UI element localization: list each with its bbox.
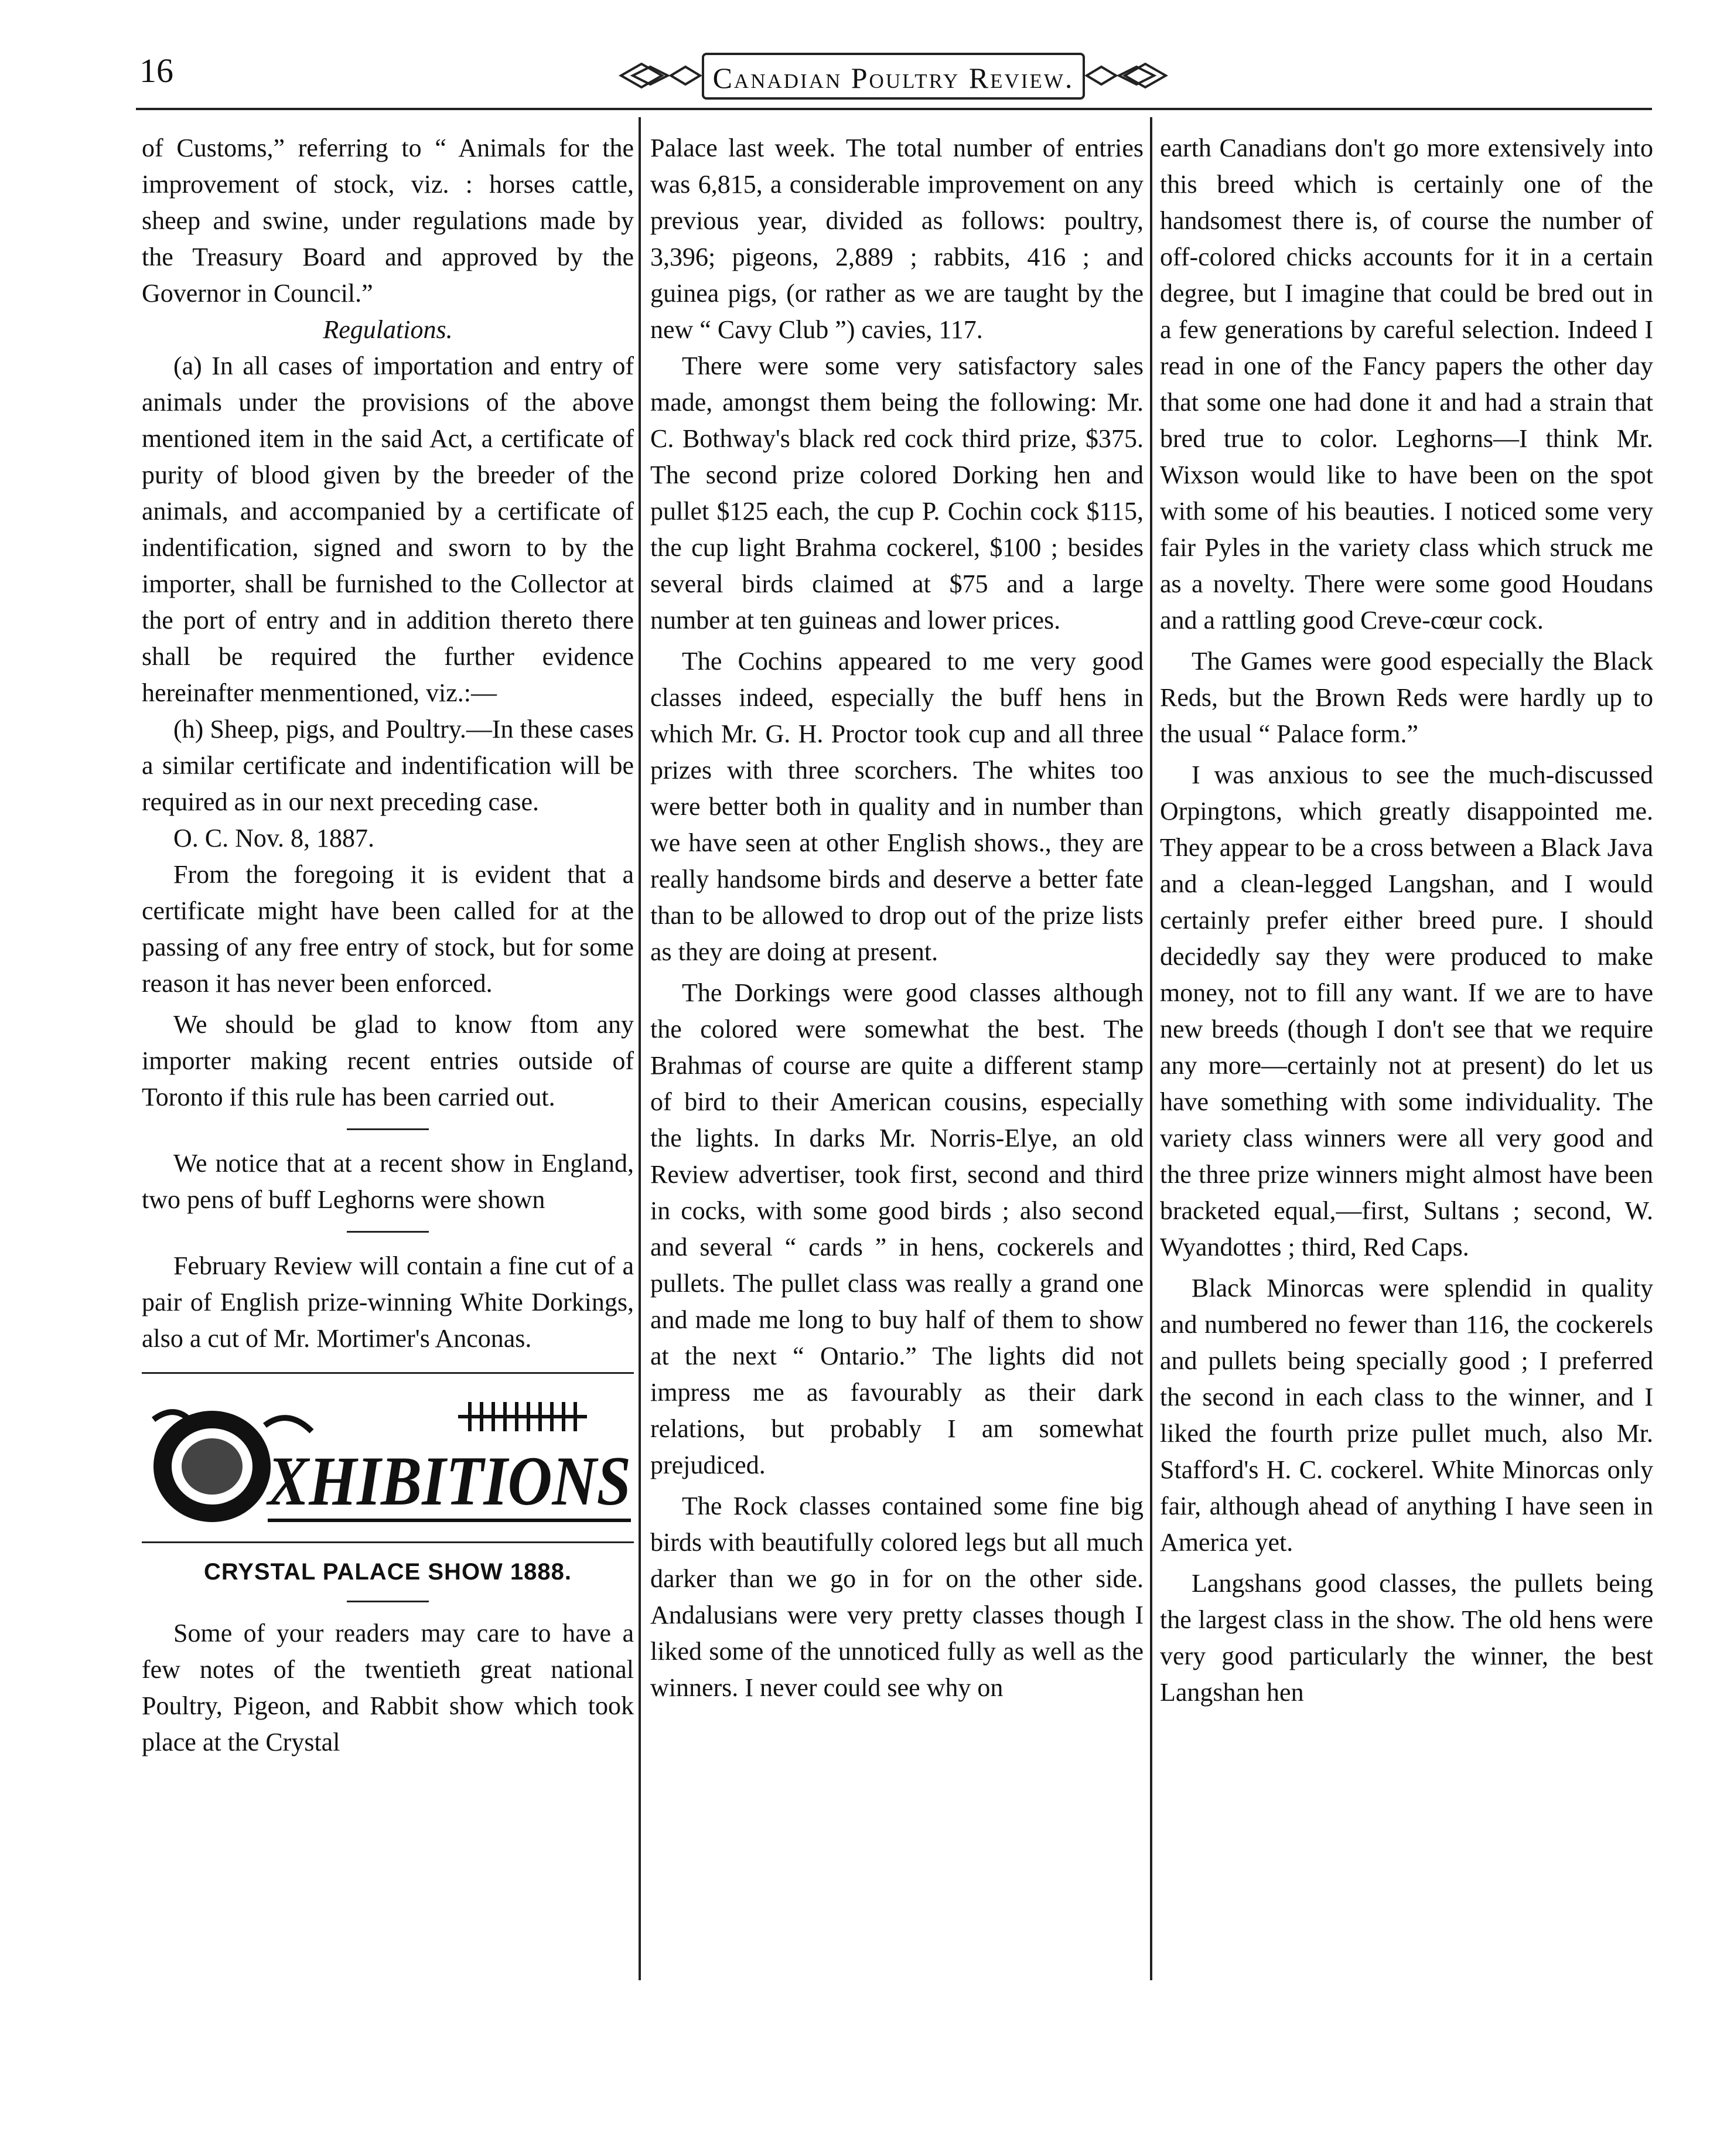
column-divider (1150, 117, 1152, 1980)
paragraph: We notice that at a recent show in England, two pens of buff Leghorns were shown (142, 1149, 634, 1214)
paragraph: Black Minorcas were splendid in quality and numbered no fewer than 116, the cockerels and pullets being specially good ; I preferred the second in each class to the winner, and I liked the fourth prize pullet much, also Mr. Stafford's H. C. cockerel. White Minorcas only fair, although ahead of anything I have seen in America yet. (1160, 1274, 1653, 1557)
paragraph: We should be glad to know ftom any importer making recent entries outside of Toronto if this rule has been carried out. (142, 1010, 634, 1111)
section-heading: CRYSTAL PALACE SHOW 1888. (203, 1559, 572, 1585)
paragraph: (a) In all cases of importation and entry of animals under the provisions of the above mentioned item in the said Act, a certificate of purity of blood given by the breeder of the animals, and accompanied by a certificate of indentification, signed and sworn to by the importer, shall be furnished to the Collector at the port of entry and in addition thereto there shall be required the further evidence hereinafter menmentioned, viz.:— (142, 352, 634, 707)
paragraph: (h) Sheep, pigs, and Poultry.—In these cases a similar certificate and indentification will be required as in our next preceding case. (142, 715, 634, 816)
separator-rule (347, 1601, 429, 1602)
paragraph: earth Canadians don't go more extensively into this breed which is certainly one of the handsomest there is, of course the number of off-colored chicks accounts for it in a certain degree, but I imagine that could be bred out in a few generations by careful selection. Indeed I read in one of the Fancy papers the other day that some one had done it and had a strain that bred true to color. Leghorns—I think Mr. Wixson would like to have been on the spot with some of his beauties. I noticed some very fair Pyles in the variety class which struck me as a novelty. There were some good Houdans and a rattling good Creve-cœur cock. (1160, 134, 1653, 634)
paragraph: The Dorkings were good classes although the colored were somewhat the best. The Brahmas of course are quite a different stamp of bird to their American cousins, especially the lights. In darks Mr. Norris-Elye, an old Review advertiser, took first, second and third in cocks, with some good birds ; also second and several “ cards ” in hens, cockerels and pullets. The pullet class was really a grand one and made me long to buy half of them to show at the next “ Ontario.” The lights did not impress me as favourably as their dark relations, but probably I am somewhat prejudiced. (650, 978, 1144, 1479)
masthead-title: Canadian Poultry Review. (712, 62, 1074, 94)
paragraph: The Games were good especially the Black Reds, but the Brown Reds were hardly up to the usual “ Palace form.” (1160, 647, 1653, 748)
exhibitions-banner (142, 1384, 640, 1537)
svg-text:XHIBITIONS: XHIBITIONS (265, 1442, 632, 1520)
separator-rule (142, 1372, 634, 1374)
paragraph: Palace last week. The total number of entries was 6,815, a considerable improvement on any previous year, divided as follows: poultry, 3,396; pigeons, 2,889 ; rabbits, 416 ; and guinea pigs, (or rather as we are taught by the new “ Cavy Club ”) cavies, 117. (650, 134, 1144, 344)
column-divider (639, 117, 641, 1980)
paragraph: Langshans good classes, the pullets being the largest class in the show. The old hens were very good particularly the winner, the best Langshan hen (1160, 1569, 1653, 1707)
regulations-heading: Regulations. (323, 315, 453, 344)
header-rule (136, 108, 1652, 110)
column-1 (142, 130, 634, 1761)
paragraph: of Customs,” referring to “ Animals for the improvement of stock, viz. : horses cattle, sheep and swine, under regulations made by the Treasury Board and approved by the Governor in Council.” (142, 134, 634, 308)
paragraph: From the foregoing it is evident that a certificate might have been called for at the passing of any free entry of stock, but for some reason it has never been enforced. (142, 860, 634, 998)
masthead (615, 43, 1172, 108)
separator-rule (347, 1231, 429, 1233)
page-number: 16 (139, 52, 173, 90)
order-in-council-date: O. C. Nov. 8, 1887. (173, 824, 375, 852)
paragraph: February Review will contain a fine cut of a pair of English prize-winning White Dorkings, also a cut of Mr. Mortimer's Anconas. (142, 1251, 634, 1353)
paragraph: Some of your readers may care to have a few notes of the twentieth great national Poultry, Pigeon, and Rabbit show which took place at the Crystal (142, 1619, 634, 1756)
separator-rule (347, 1128, 429, 1130)
separator-rule (142, 1541, 634, 1543)
paragraph: There were some very satisfactory sales made, amongst them being the following: Mr. C. Bothway's black red cock third prize, $375. The second prize colored Dorking hen and pullet $125 each, the cup P. Cochin cock $115, the cup light Brahma cockerel, $100 ; besides several birds claimed at $75 and a large number at ten guineas and lower prices. (650, 352, 1144, 634)
column-2 (650, 130, 1144, 1706)
paragraph: The Rock classes contained some fine big birds with beautifully colored legs but all much darker than we go in for on the other side. Andalusians were very pretty classes though I liked some of the unnoticed fully as well as the winners. I never could see why on (650, 1492, 1144, 1702)
paragraph: The Cochins appeared to me very good classes indeed, especially the buff hens in which Mr. G. H. Proctor took cup and all three prizes with three scorchers. The whites too were better both in quality and in number than we have seen at other English shows., they are really handsome birds and deserve a better fate than to be allowed to drop out of the prize lists as they are doing at present. (650, 647, 1144, 966)
paragraph: I was anxious to see the much-discussed Orpingtons, which greatly disappointed me. They appear to be a cross between a Black Java and a clean-legged Langshan, and I would certainly prefer either breed pure. I should decidedly say they were produced to make money, not to fill any want. If we are to have new breeds (though I don't see that we require any more—certainly not at present) do let us have something with some individuality. The variety class winners were all very good and the three prize winners might almost have been bracketed equal,—first, Sultans ; second, W. Wyandottes ; third, Red Caps. (1160, 760, 1653, 1261)
column-3 (1160, 130, 1653, 1711)
exhibitions-banner-icon (142, 1384, 640, 1537)
